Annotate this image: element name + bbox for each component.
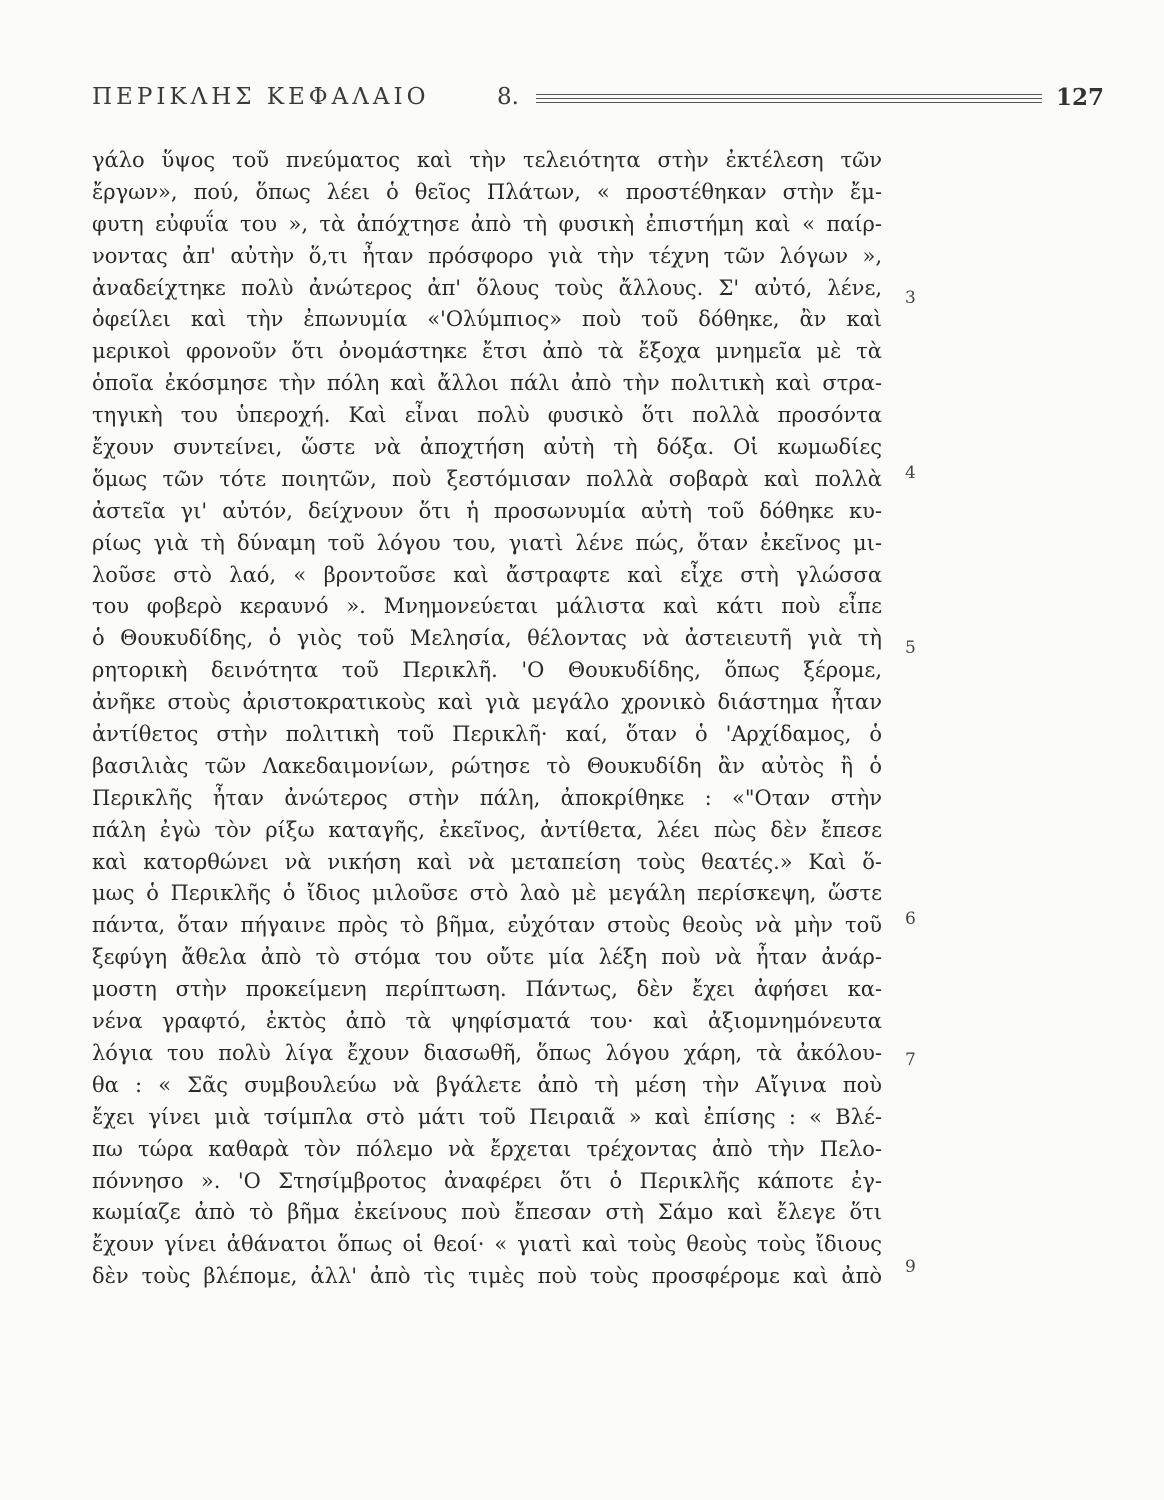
header-rule <box>536 98 1042 99</box>
text-line: ὅμως τῶν τότε ποιητῶν, ποὺ ξεστόμισαν πολλὰ σοβαρὰ καὶ πολλὰ <box>92 466 882 491</box>
margin-line-number: 9 <box>905 1257 916 1277</box>
text-line: θα : « Σᾶς συμβουλεύω νὰ βγάλετε ἀπὸ τὴ μέση τὴν Αἴγινα ποὺ <box>92 1072 882 1097</box>
text-line: ἔργων», πού, ὅπως λέει ὁ θεῖος Πλάτων, « προστέθηκαν στὴν ἔμ- <box>92 179 882 204</box>
text-line: νοντας ἀπ' αὐτὴν ὅ,τι ἦταν πρόσφορο γιὰ τὴν τέχνη τῶν λόγων », <box>92 243 882 268</box>
text-line: καὶ κατορθώνει νὰ νικήση καὶ νὰ μεταπείση τοὺς θεατές.» Καὶ ὅ- <box>92 849 882 874</box>
text-line: δὲν τοὺς βλέπομε, ἀλλ' ἀπὸ τὶς τιμὲς ποὺ τοὺς προσφέρομε καὶ ἀπὸ <box>92 1264 882 1289</box>
text-line: ἀντίθετος στὴν πολιτικὴ τοῦ Περικλῆ· καί, ὅταν ὁ 'Αρχίδαμος, ὁ <box>92 722 882 747</box>
text-line: μοστη στὴν προκείμενη περίπτωση. Πάντως, δὲν ἔχει ἀφήσει κα- <box>92 977 882 1002</box>
text-line: πάντα, ὅταν πήγαινε πρὸς τὸ βῆμα, εὐχόταν στοὺς θεοὺς νὰ μὴν τοῦ <box>92 913 882 938</box>
page-number: 127 <box>1056 84 1105 111</box>
running-title: ΠΕΡΙΚΛΗΣ ΚΕΦΑΛΑΙΟ <box>92 84 430 110</box>
margin-line-number: 7 <box>905 1050 916 1070</box>
text-line: τηγικὴ του ὑπεροχή. Καὶ εἶναι πολὺ φυσικὸ ὅτι πολλὰ προσόντα <box>92 403 882 428</box>
text-line: ἔχουν γίνει ἀθάνατοι ὅπως οἱ θεοί· « γιατὶ καὶ τοὺς θεοὺς τοὺς ἴδιους <box>92 1232 882 1257</box>
page-header <box>92 84 1105 118</box>
text-line: ξεφύγη ἄθελα ἀπὸ τὸ στόμα του οὔτε μία λέξη ποὺ νὰ ἦταν ἀνάρ- <box>92 945 882 970</box>
text-line: ἀναδείχτηκε πολὺ ἀνώτερος ἀπ' ὅλους τοὺς ἄλλους. Σ' αὐτό, λένε, <box>92 275 882 300</box>
text-line: λόγια του πολὺ λίγα ἔχουν διασωθῆ, ὅπως λόγου χάρη, τὰ ἀκόλου- <box>92 1040 882 1065</box>
text-line: νένα γραφτό, ἐκτὸς ἀπὸ τὰ ψηφίσματά του· καὶ ἀξιομνημόνευτα <box>92 1009 882 1034</box>
text-line: ἔχει γίνει μιὰ τσίμπλα στὸ μάτι τοῦ Πειραιᾶ » καὶ ἐπίσης : « Βλέ- <box>92 1104 882 1129</box>
margin-line-number: 3 <box>905 288 916 308</box>
text-line: πω τώρα καθαρὰ τὸν πόλεμο νὰ ἔρχεται τρέχοντας ἀπὸ τὴν Πελο- <box>92 1136 882 1161</box>
header-rule <box>536 94 1042 95</box>
text-line: ρίως γιὰ τὴ δύναμη τοῦ λόγου του, γιατὶ λένε πώς, ὅταν ἐκεῖνος μι- <box>92 530 882 555</box>
body-text <box>92 145 882 1293</box>
text-line: λοῦσε στὸ λαό, « βροντοῦσε καὶ ἄστραφτε καὶ εἶχε στὴ γλώσσα <box>92 562 882 587</box>
text-line: ρητορικὴ δεινότητα τοῦ Περικλῆ. 'Ο Θουκυδίδης, ὅπως ξέρομε, <box>92 658 882 683</box>
text-line: φυτη εὐφυΐα του », τὰ ἀπόχτησε ἀπὸ τὴ φυσικὴ ἐπιστήμη καὶ « παίρ- <box>92 211 882 236</box>
margin-line-number: 6 <box>905 909 916 929</box>
text-line: ὀφείλει καὶ τὴν ἐπωνυμία «'Ολύμπιος» ποὺ τοῦ δόθηκε, ἂν καὶ <box>92 307 882 332</box>
text-line: ὁποῖα ἐκόσμησε τὴν πόλη καὶ ἄλλοι πάλι ἀπὸ τὴν πολιτικὴ καὶ στρα- <box>92 371 882 396</box>
text-line: ἀστεῖα γι' αὐτόν, δείχνουν ὅτι ἡ προσωνυμία αὐτὴ τοῦ δόθηκε κυ- <box>92 498 882 523</box>
text-line: Περικλῆς ἦταν ἀνώτερος στὴν πάλη, ἀποκρίθηκε : «"Οταν στὴν <box>92 785 882 810</box>
text-line: κωμίαζε ἀπὸ τὸ βῆμα ἐκείνους ποὺ ἔπεσαν στὴ Σάμο καὶ ἔλεγε ὅτι <box>92 1200 882 1225</box>
text-line: βασιλιὰς τῶν Λακεδαιμονίων, ρώτησε τὸ Θουκυδίδη ἂν αὐτὸς ἢ ὁ <box>92 753 882 778</box>
chapter-number: 8. <box>497 84 519 110</box>
text-line: μως ὁ Περικλῆς ὁ ἴδιος μιλοῦσε στὸ λαὸ μὲ μεγάλη περίσκεψη, ὥστε <box>92 881 882 906</box>
text-line: ἀνῆκε στοὺς ἀριστοκρατικοὺς καὶ γιὰ μεγάλο χρονικὸ διάστημα ἦταν <box>92 690 882 715</box>
header-rule <box>536 102 1042 103</box>
text-line: του φοβερὸ κεραυνό ». Μνημονεύεται μάλιστα καὶ κάτι ποὺ εἶπε <box>92 594 882 619</box>
margin-line-number: 4 <box>905 463 916 483</box>
text-line: πάλη ἐγὼ τὸν ρίξω καταγῆς, ἐκεῖνος, ἀντίθετα, λέει πὼς δὲν ἔπεσε <box>92 817 882 842</box>
margin-line-number: 5 <box>905 638 916 658</box>
text-line: πόννησο ». 'Ο Στησίμβροτος ἀναφέρει ὅτι ὁ Περικλῆς κάποτε ἐγ- <box>92 1168 882 1193</box>
text-line: ὁ Θουκυδίδης, ὁ γιὸς τοῦ Μελησία, θέλοντας νὰ ἀστειευτῆ γιὰ τὴ <box>92 626 882 651</box>
text-line: ἔχουν συντείνει, ὥστε νὰ ἀποχτήση αὐτὴ τὴ δόξα. Οἱ κωμωδίες <box>92 435 882 460</box>
text-line: μερικοὶ φρονοῦν ὅτι ὀνομάστηκε ἔτσι ἀπὸ τὰ ἔξοχα μνημεῖα μὲ τὰ <box>92 339 882 364</box>
text-line: γάλο ὕψος τοῦ πνεύματος καὶ τὴν τελειότητα στὴν ἐκτέλεση τῶν <box>92 148 882 172</box>
